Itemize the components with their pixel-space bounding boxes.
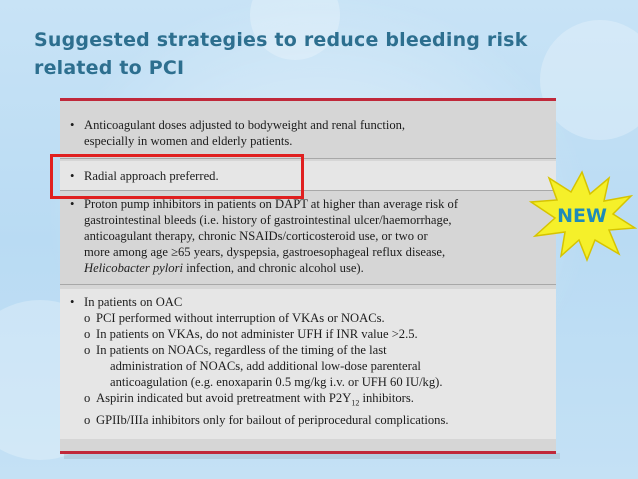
row-text bbox=[74, 260, 556, 276]
row-text: especially in women and elderly patients. bbox=[84, 134, 293, 148]
sub-bullet: o bbox=[84, 327, 91, 341]
sub-bullet: o bbox=[84, 311, 91, 325]
oac-item-continued: anticoagulation (e.g. enoxaparin 0.5 mg/kg i.v. or UFH 60 IU/kg). bbox=[110, 375, 443, 389]
row-text: anticoagulant therapy, chronic NSAIDs/corticosteroid use, or two or bbox=[84, 229, 428, 243]
slide-title bbox=[34, 26, 574, 82]
oac-item: o In patients on NOACs, regardless of the timing of the last bbox=[84, 343, 387, 357]
strategy-table bbox=[60, 98, 556, 454]
slide-title-line-1: Suggested strategies to reduce bleeding risk bbox=[34, 29, 528, 51]
row-text: more among age ≥65 years, dyspepsia, gastroesophageal reflux disease, bbox=[84, 245, 446, 259]
row-bullet: • bbox=[70, 118, 75, 132]
oac-item: o Aspirin indicated but avoid pretreatment with $P2Y_{12}$ inhibitors. bbox=[84, 391, 414, 408]
oac-item: o PCI performed without interruption of VKAs or NOACs. bbox=[84, 311, 385, 325]
new-badge-label: NEW bbox=[557, 205, 607, 227]
row-bullet: • bbox=[70, 169, 75, 183]
oac-item-continued: administration of NOACs, add additional low-dose parenteral bbox=[110, 359, 421, 373]
table-row-oac bbox=[60, 289, 556, 439]
highlight-box bbox=[50, 154, 304, 199]
sub-bullet: o bbox=[84, 343, 91, 357]
row-text-italic: Helicobacter pylori bbox=[84, 261, 183, 275]
table-row-ppi bbox=[60, 193, 556, 285]
oac-item: o In patients on VKAs, do not administer UFH if INR value >2.5. bbox=[84, 327, 418, 341]
row-text: Proton pump inhibitors in patients on DAPT at higher than average risk of bbox=[84, 197, 459, 211]
row-bullet: • bbox=[70, 197, 75, 211]
row-bullet: • bbox=[70, 295, 75, 309]
sub-bullet: o bbox=[84, 391, 91, 405]
row-text-rest: infection, and chronic alcohol use). bbox=[182, 261, 364, 275]
sub-bullet: o bbox=[84, 412, 91, 427]
oac-header: In patients on OAC bbox=[84, 295, 183, 309]
oac-item: o GPIIb/IIIa inhibitors only for bailout of periprocedural complications. bbox=[84, 412, 449, 427]
slide-title-line-2: related to PCI bbox=[34, 57, 185, 79]
row-text: Radial approach preferred. bbox=[84, 169, 219, 183]
row-text: Anticoagulant doses adjusted to bodyweight and renal function, bbox=[84, 118, 406, 132]
table-row-dosing bbox=[60, 117, 556, 159]
subscript: 12 bbox=[351, 398, 360, 408]
row-text: gastrointestinal bleeds (i.e. history of gastrointestinal ulcer/haemorrhage, bbox=[84, 213, 452, 227]
